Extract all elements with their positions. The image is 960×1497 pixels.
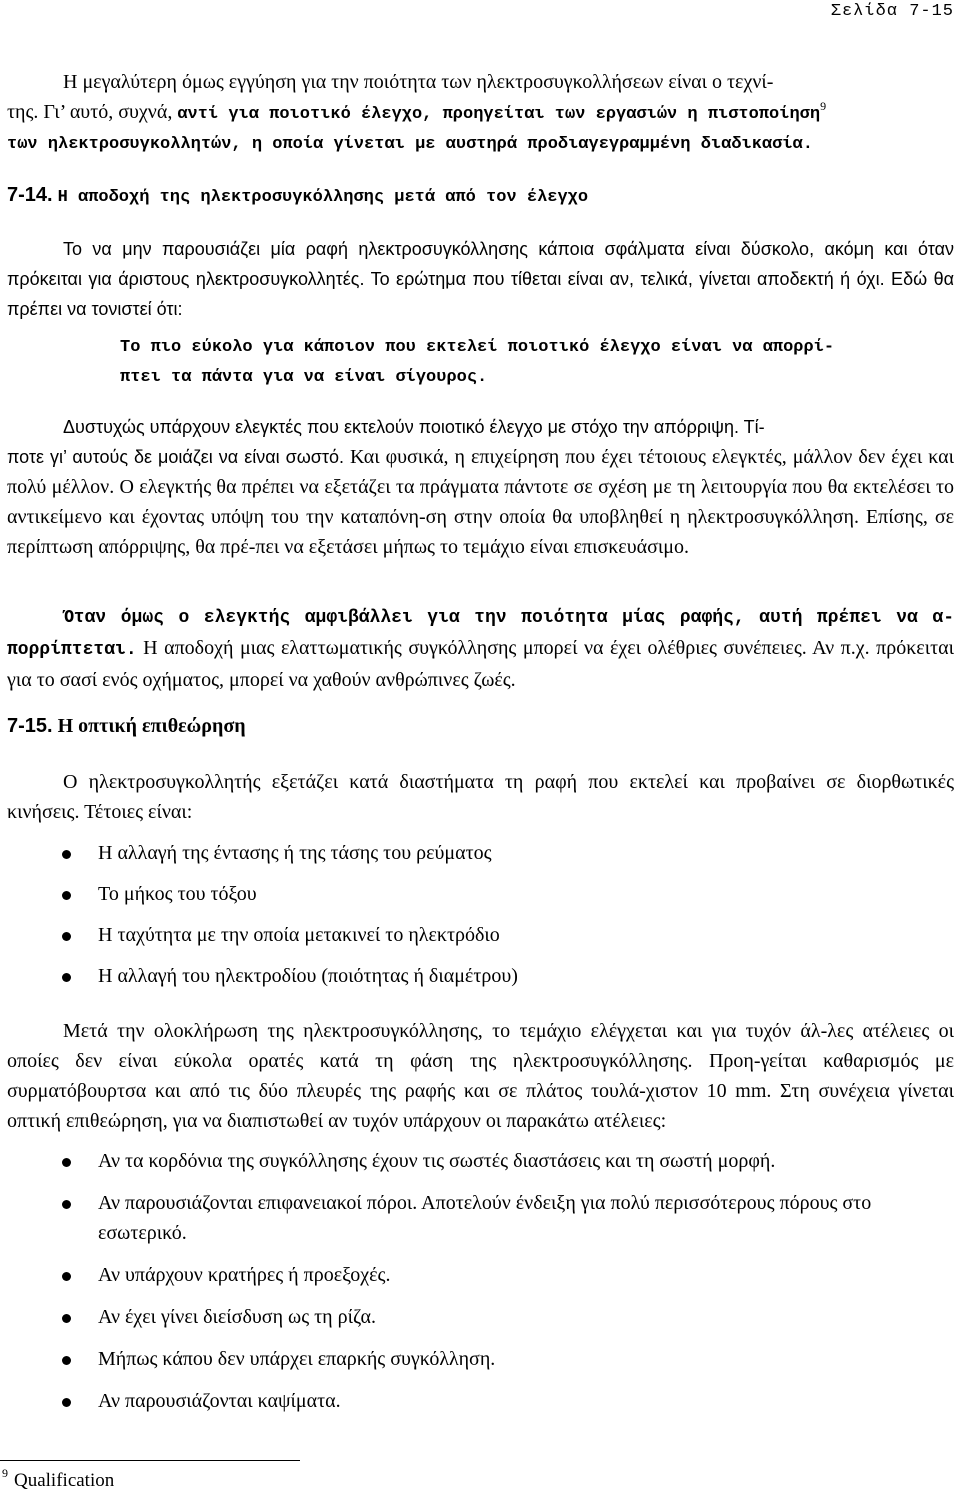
list-item-text: Αν έχει γίνει διείσδυση ως τη ρίζα.	[98, 1306, 377, 1328]
list-item	[0, 1260, 918, 1290]
section-number-7-15: 7-15.	[7, 715, 53, 737]
bullet-dot-icon	[62, 891, 71, 900]
bullet-dot-icon	[62, 850, 71, 859]
intro-line-2	[7, 97, 954, 130]
section-number-7-14: 7-14.	[7, 184, 53, 206]
quote-line-2: πτει τα πάντα για να είναι σίγουρος.	[120, 368, 488, 387]
page-number-header: Σελίδα 7-15	[830, 2, 954, 21]
section-7-15-paragraph: Ο ηλεκτροσυγκολλητής εξετάζει κατά διαστήματα τη ραφή που εκτελεί και προβαίνει σε διορθωτικές κινήσεις. Τέτοιες είναι:	[7, 771, 954, 823]
paragraph-2-rest: Και φυσικά, η επιχείρηση που έχει τέτοιους ελεγκτές, μάλλον δεν έχει και πολύ μέλλον. Ο ελεγκτής θα πρέπει να εξετάζει τα πράγματα πάντοτε σε σχέση με τη λειτουργία που θα εκτελέσει το αντικείμενο και έχοντας υπόψη του την καταπόνη-ση στην οποία θα υποβληθεί η ηλεκτροσυγκόλληση. Επίσης, σε περίπτωση απόρριψης, θα πρέ-πει να εξετάσει μήπως το τεμάχιο είναι επισκευάσιμο.	[7, 446, 954, 558]
bullet-dot-icon	[62, 932, 71, 941]
bullet-dot-icon	[62, 1200, 71, 1209]
footnote-number: 9	[2, 1466, 8, 1480]
bullet-dot-icon	[62, 1272, 71, 1281]
intro-line-2-bold: αντί για ποιοτικό έλεγχο, προηγείται των εργασιών η πιστοποίηση	[177, 105, 821, 124]
bullet-dot-icon	[62, 1158, 71, 1167]
list-item	[0, 1302, 918, 1332]
defects-checklist	[0, 1146, 918, 1416]
footnote	[2, 1466, 115, 1492]
emphasis-quote	[120, 333, 900, 393]
list-item	[0, 1386, 918, 1416]
list-item	[0, 920, 918, 950]
section-heading-7-14	[7, 184, 588, 207]
section-7-14-paragraph: Το να μην παρουσιάζει μία ραφή ηλεκτροσυγκόλλησης κάποια σφάλματα είναι δύσκολο, ακόμη και όταν πρόκειται για άριστους ηλεκτροσυγκολλητές. Το ερώτημα που τίθεται είναι αν, τελικά, γίνεται αποδεκτή ή όχι. Εδώ θα πρέπει να τονιστεί ότι:	[7, 239, 954, 319]
corrective-actions-list	[0, 838, 918, 991]
bullet-dot-icon	[62, 1314, 71, 1323]
list-item-text: Η αλλαγή της έντασης ή της τάσης του ρεύματος	[98, 842, 492, 864]
list-item	[0, 1344, 918, 1374]
list-item-text: Το μήκος του τόξου	[98, 883, 257, 905]
intro-line-1: Η μεγαλύτερη όμως εγγύηση για την ποιότητα των ηλεκτροσυγκολλήσεων είναι ο τεχνί-	[63, 71, 774, 93]
list-item-text: Η αλλαγή του ηλεκτροδίου (ποιότητας ή διαμέτρου)	[98, 965, 518, 987]
list-item-text: Η ταχύτητα με την οποία μετακινεί το ηλεκτρόδιο	[98, 924, 500, 946]
section-title-7-15: Η οπτική επιθεώρηση	[57, 715, 246, 737]
list-item-text: Αν τα κορδόνια της συγκόλλησης έχουν τις σωστές διαστάσεις και τη σωστή μορφή.	[98, 1150, 776, 1172]
list-item-text: Αν παρουσιάζονται καψίματα.	[98, 1390, 341, 1412]
list-item-text: Μήπως κάπου δεν υπάρχει επαρκής συγκόλληση.	[98, 1348, 496, 1370]
section-7-14-paragraph-3	[7, 601, 954, 695]
paragraph-3-bold: Όταν όμως ο ελεγκτής αμφιβάλλει για την ποιότητα μίας ραφής, αυτή πρέπει να α-πορρίπτεται.	[7, 608, 954, 660]
list-item-text: Αν παρουσιάζονται επιφανειακοί πόροι. Αποτελούν ένδειξη για πολύ περισσότερους πόρους στο εσωτερικό.	[98, 1192, 872, 1244]
section-title-7-14: Η αποδοχή της ηλεκτροσυγκόλλησης μετά από τον έλεγχο	[57, 188, 589, 207]
footnote-ref-9: 9	[820, 99, 827, 113]
paragraph-2-line-2-sans: ποτε γι’ αυτούς δε μοιάζει να είναι σωστό.	[7, 447, 345, 467]
footnote-text: Qualification	[14, 1470, 115, 1491]
paragraph-3-rest: Η αποδοχή μιας ελαττωματικής συγκόλλησης μπορεί να έχει ολέθριες συνέπειες. Αν π.χ. πρόκειται για το σασί ενός οχήματος, μπορεί να χαθούν ανθρώπινες ζωές.	[7, 637, 954, 691]
list-item	[0, 838, 918, 868]
section-7-15-paragraph-2: Μετά την ολοκλήρωση της ηλεκτροσυγκόλλησης, το τεμάχιο ελέγχεται και για τυχόν άλ-λες ατέλειες οι οποίες δεν είναι εύκολα ορατές κατά τη φάση της ηλεκτροσυγκόλλησης. Προη-γείται καθαρισμός με συρματόβουρτσα και από τις δύο πλευρές της ραφής και σε πλάτος τουλά-χιστον 10 mm. Στη συνέχεια γίνεται οπτική επιθεώρηση, για να διαπιστωθεί αν τυχόν υπάρχουν οι παρακάτω ατέλειες:	[7, 1020, 954, 1132]
quote-line-1: Το πιο εύκολο για κάποιον που εκτελεί ποιοτικό έλεγχο είναι να απορρί-	[120, 338, 835, 357]
footnote-separator	[0, 1460, 300, 1461]
section-7-14-paragraph-2	[7, 412, 954, 562]
paragraph-2-line-1: Δυστυχώς υπάρχουν ελεγκτές που εκτελούν ποιοτικό έλεγχο με στόχο την απόρριψη. Τί-	[63, 417, 765, 437]
bullet-dot-icon	[62, 973, 71, 982]
list-item-text: Αν υπάρχουν κρατήρες ή προεξοχές.	[98, 1264, 391, 1286]
intro-paragraph	[7, 67, 954, 160]
list-item	[0, 961, 918, 991]
list-item	[0, 1146, 918, 1176]
bullet-dot-icon	[62, 1356, 71, 1365]
paragraph-2-body	[7, 442, 954, 562]
list-item	[0, 879, 918, 909]
intro-line-2-text: της. Γι’ αυτό, συχνά,	[7, 101, 178, 123]
list-item	[0, 1188, 918, 1248]
section-heading-7-15	[7, 715, 246, 738]
bullet-dot-icon	[62, 1398, 71, 1407]
intro-line-3-bold: των ηλεκτροσυγκολλητών, η οποία γίνεται με αυστηρά προδιαγεγραμμένη διαδικασία.	[7, 135, 813, 154]
